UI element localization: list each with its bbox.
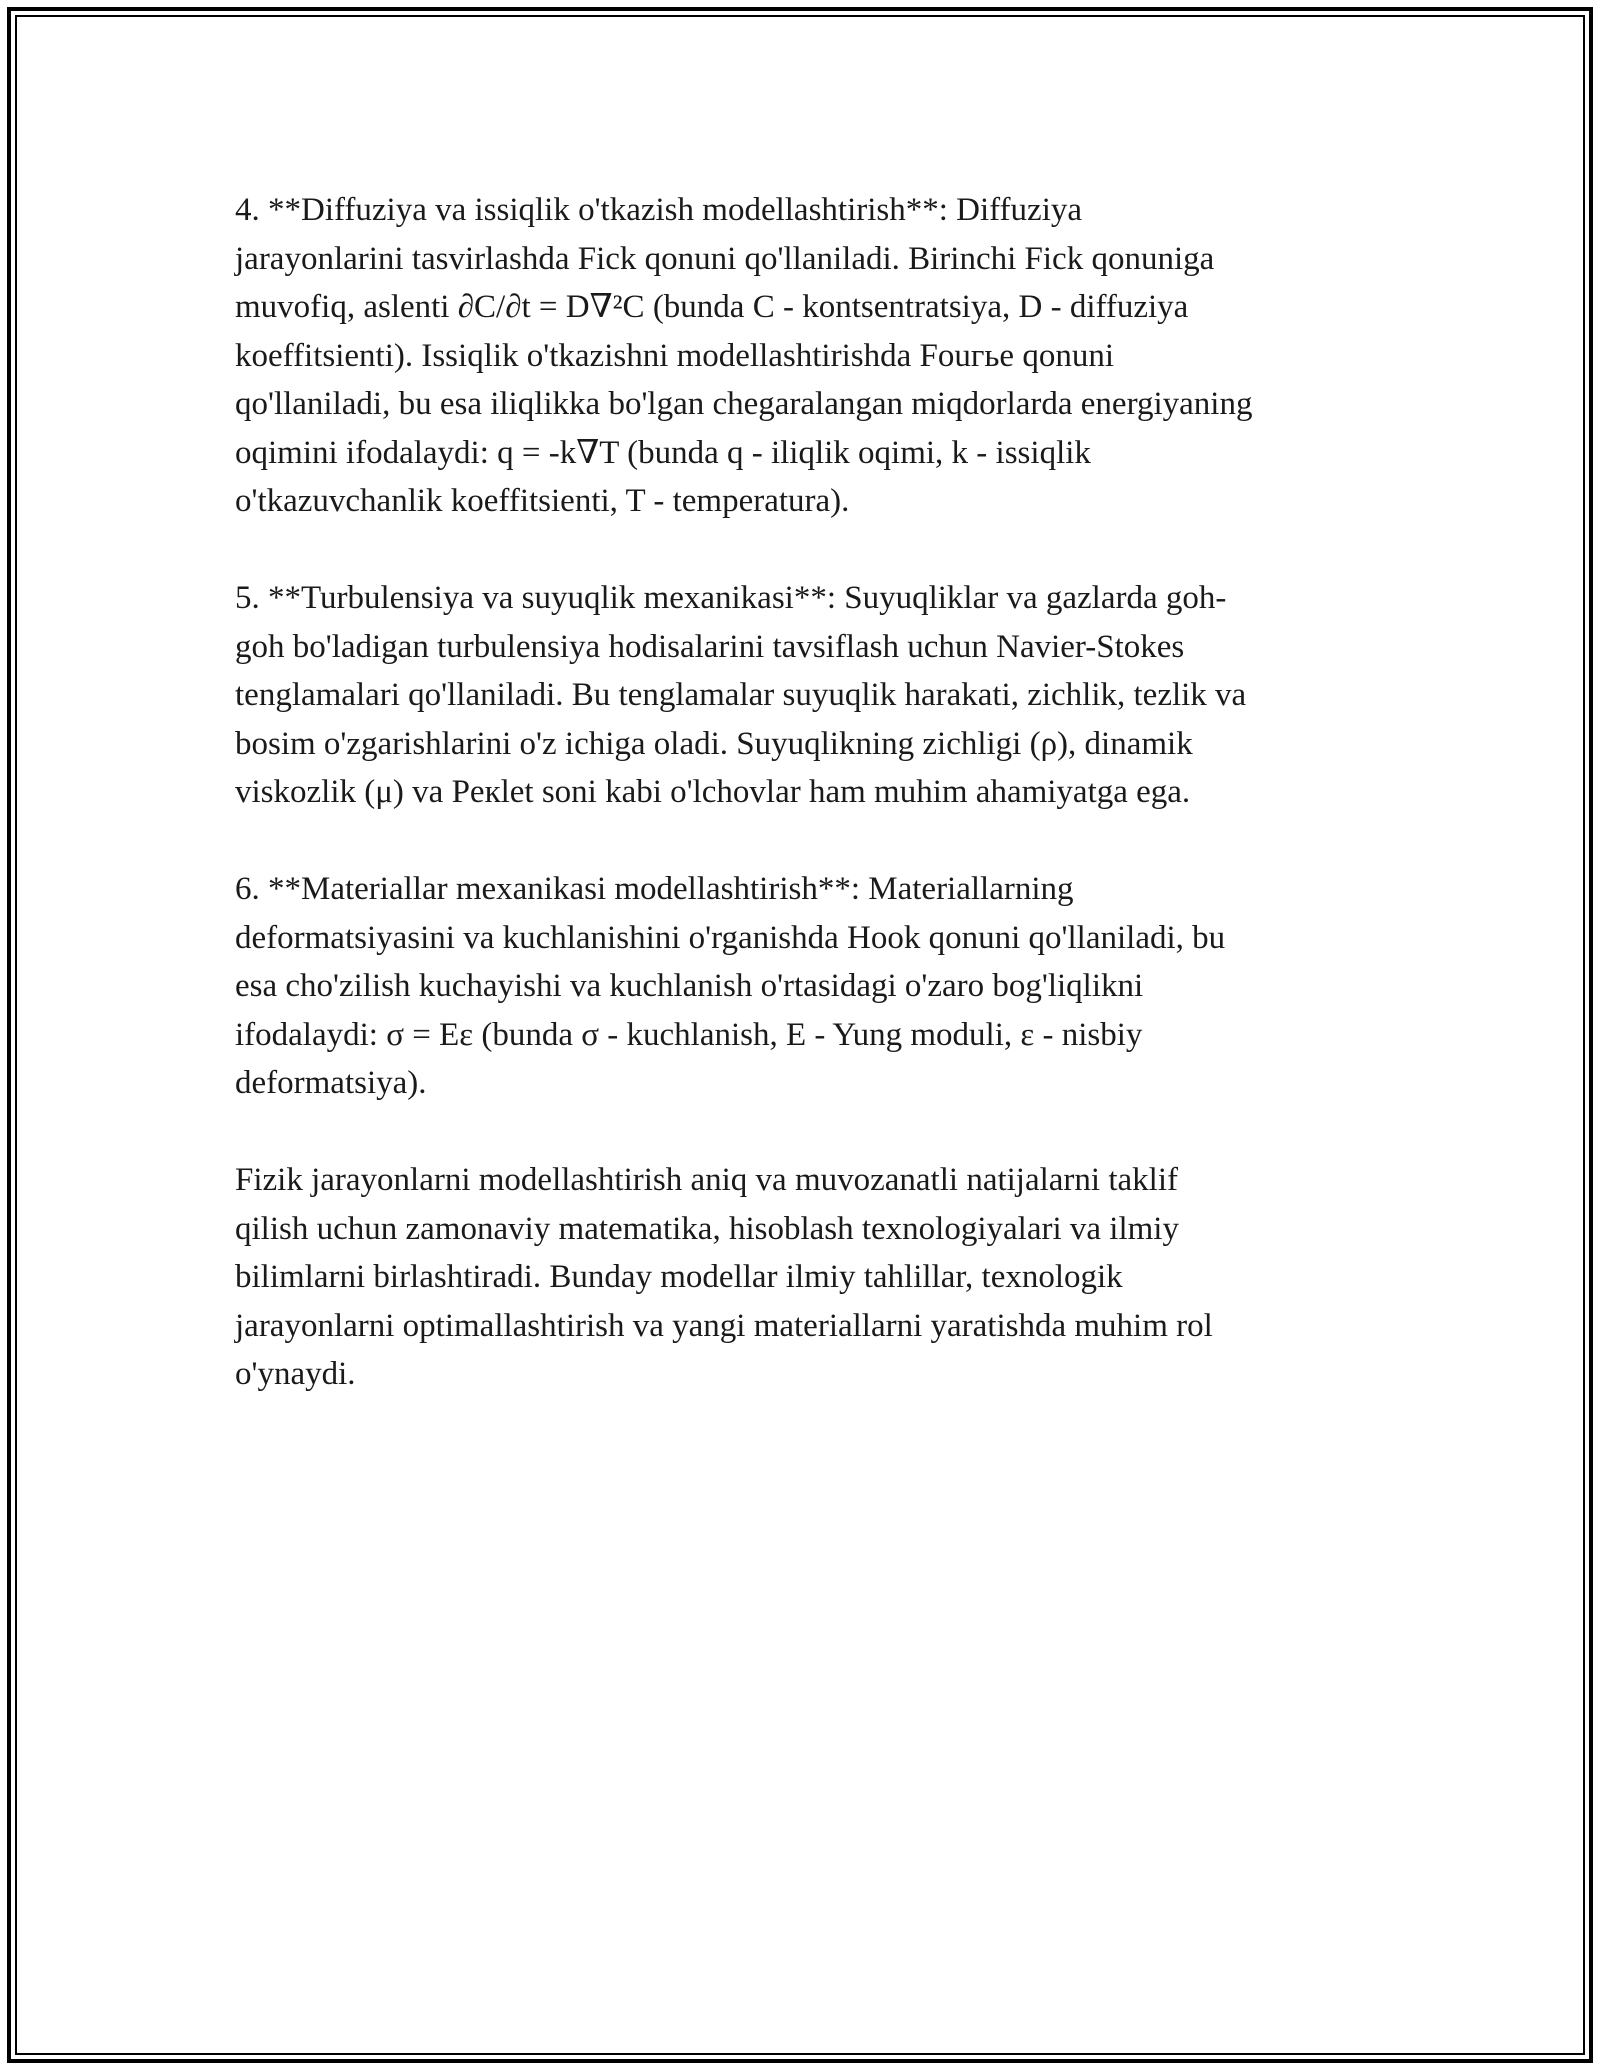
paragraph-diffusion-heat-transfer: 4. **Diffuziya va issiqlik o'tkazish modellashtirish**: Diffuziya jarayonlarini tasvirlashda Fick qonuni qo'llaniladi. Birinchi Fick qonuniga muvofiq, aslenti ∂C/∂t = D∇²C (bunda C - kontsentratsiya, D - diffuziya koeffitsienti). Issiqlik o'tkazishni modellashtirishda Fouгье qonuni qo'llaniladi, bu esa iliqlikka bo'lgan chegaralangan miqdorlarda energiyaning oqimini ifodalaydi: q = -k∇T (bunda q - iliqlik oqimi, k - issiqlik o'tkazuvchanlik koeffitsienti, T - temperatura). xyxy=(235,192,1253,519)
paragraph-conclusion: Fizik jarayonlarni modellashtirish aniq va muvozanatli natijalarni taklif qilish uchun zamonaviy matematika, hisoblash texnologiyalari va ilmiy bilimlarni birlashtiradi. Bunday modellar ilmiy tahlillar, texnologik jarayonlarni optimallashtirish va yangi materiallarni yaratishda muhim rol o'ynaydi. xyxy=(235,1162,1213,1392)
paragraph-turbulence-fluid-mechanics: 5. **Turbulensiya va suyuqlik mexanikasi**: Suyuqliklar va gazlarda goh- goh bo'ladigan turbulensiya hodisalarini tavsiflash uchun Navier-Stokes tenglamalari qo'llaniladi. Bu tenglamalar suyuqlik harakati, zichlik, tezlik va bosim o'zgarishlarini o'z ichiga oladi. Suyuqlikning zichligi (ρ), dinamik viskozlik (μ) va Peкlet soni kabi o'lchovlar ham muhim ahamiyatga ega. xyxy=(235,580,1247,810)
paragraph-materials-mechanics: 6. **Materiallar mexanikasi modellashtirish**: Materiallarning deformatsiyasini va kuchlanishini o'rganishda Hook qonuni qo'llaniladi, bu esa cho'zilish kuchayishi va kuchlanish o'rtasidagi o'zaro bog'liqlikni ifodalaydi: σ = Eε (bunda σ - kuchlanish, E - Yung moduli, ε - nisbiy deformatsiya). xyxy=(235,871,1226,1101)
document-body xyxy=(235,186,1370,1447)
